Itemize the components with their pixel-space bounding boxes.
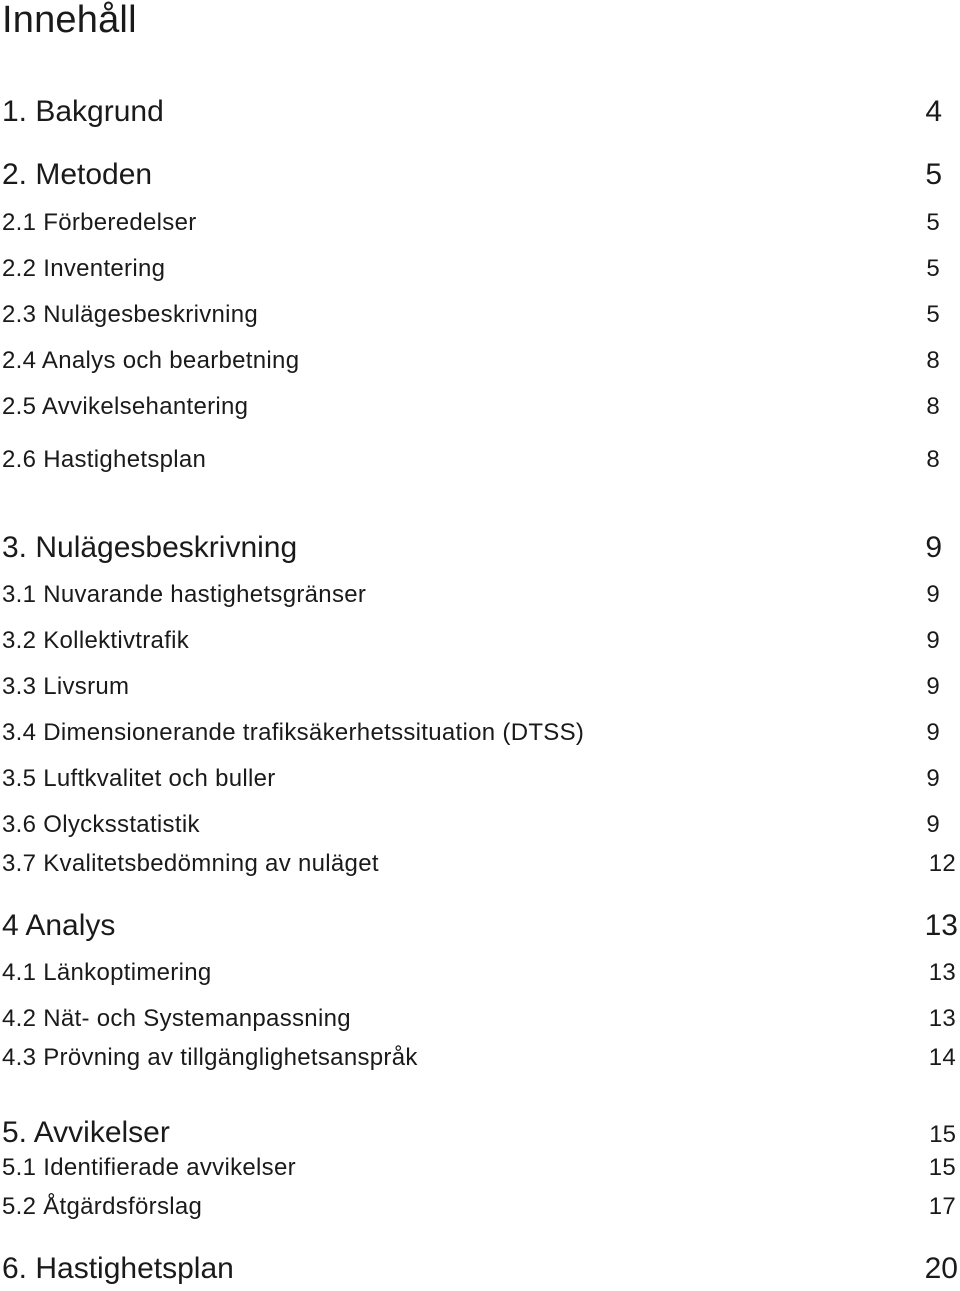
toc-page-number: 9 [926,581,940,608]
toc-label: 3.7 Kvalitetsbedömning av nuläget [2,850,379,877]
toc-entry-3-1[interactable] [2,580,958,610]
toc-entry-4-1[interactable] [2,958,958,988]
toc-entry-2-1[interactable] [2,208,958,238]
toc-page-number: 8 [926,446,940,473]
toc-page-number: 15 [928,1154,956,1181]
toc-entry-4-3[interactable] [2,1043,958,1073]
toc-entry-2-6[interactable] [2,445,958,475]
toc-page-number: 9 [925,531,942,564]
toc-label: 3.5 Luftkvalitet och buller [2,765,276,792]
toc-entry-3-5[interactable] [2,764,958,794]
toc-label: 6. Hastighetsplan [2,1252,234,1285]
toc-entry-1[interactable] [2,94,958,130]
toc-label: 4 Analys [2,909,116,942]
toc-label: 3. Nulägesbeskrivning [2,531,298,564]
toc-page-number: 8 [926,347,940,374]
toc-label: 2.3 Nulägesbeskrivning [2,301,259,328]
toc-label: 4.1 Länkoptimering [2,959,212,986]
toc-entry-2-2[interactable] [2,254,958,284]
toc-label: 5.2 Åtgärdsförslag [2,1193,203,1220]
toc-label: 2.5 Avvikelsehantering [2,393,249,420]
toc-page-number: 9 [926,719,940,746]
toc-page-number: 4 [925,95,942,128]
toc-entry-4-2[interactable] [2,1004,958,1034]
toc-entry-3[interactable] [2,530,958,566]
toc-page-number: 13 [928,959,956,986]
toc-entry-4[interactable] [2,908,958,944]
toc-entry-3-4[interactable] [2,718,958,748]
toc-entry-3-6[interactable] [2,810,958,840]
toc-entry-3-2[interactable] [2,626,958,656]
toc-page-number: 20 [924,1252,958,1285]
toc-entry-3-3[interactable] [2,672,958,702]
toc-label: 2.2 Inventering [2,255,166,282]
page-title: Innehåll [2,0,137,41]
toc-entry-2-3[interactable] [2,300,958,330]
toc-page-number: 5 [925,158,942,191]
toc-label: 3.4 Dimensionerande trafiksäkerhetssituation (DTSS) [2,719,585,746]
toc-page-number: 9 [926,765,940,792]
toc-page-number: 13 [924,909,958,942]
toc-page-number: 5 [926,209,940,236]
toc-label: 5. Avvikelser [2,1116,170,1149]
toc-entry-5-1[interactable] [2,1153,958,1183]
toc-label: 3.3 Livsrum [2,673,130,700]
toc-label: 3.6 Olycksstatistik [2,811,200,838]
toc-page-number: 13 [928,1005,956,1032]
toc-label: 1. Bakgrund [2,95,164,128]
toc-page-number: 9 [926,811,940,838]
toc-page-number: 9 [926,673,940,700]
toc-label: 2.1 Förberedelser [2,209,197,236]
toc-entry-2-5[interactable] [2,392,958,422]
toc-label: 5.1 Identifierade avvikelser [2,1154,296,1181]
toc-page-number: 5 [926,255,940,282]
toc-entry-2-4[interactable] [2,346,958,376]
toc-page-number: 14 [928,1044,956,1071]
toc-label: 2.6 Hastighetsplan [2,446,207,473]
toc-entry-2[interactable] [2,157,958,193]
toc-label: 2.4 Analys och bearbetning [2,347,300,374]
toc-page-number: 8 [926,393,940,420]
toc-label: 2. Metoden [2,158,153,191]
toc-page-number: 15 [929,1121,956,1148]
toc-entry-6[interactable] [2,1251,958,1287]
toc-label: 4.2 Nät- och Systemanpassning [2,1005,351,1032]
toc-entry-5[interactable] [2,1115,958,1153]
toc-page-number: 9 [926,627,940,654]
toc-page-number: 12 [928,850,956,877]
toc-page-number: 5 [926,301,940,328]
toc-label: 4.3 Prövning av tillgänglighetsanspråk [2,1044,418,1071]
toc-entry-3-7[interactable] [2,849,958,879]
toc-page-number: 17 [928,1193,956,1220]
toc-label: 3.1 Nuvarande hastighetsgränser [2,581,367,608]
toc-entry-5-2[interactable] [2,1192,958,1222]
toc-label: 3.2 Kollektivtrafik [2,627,190,654]
